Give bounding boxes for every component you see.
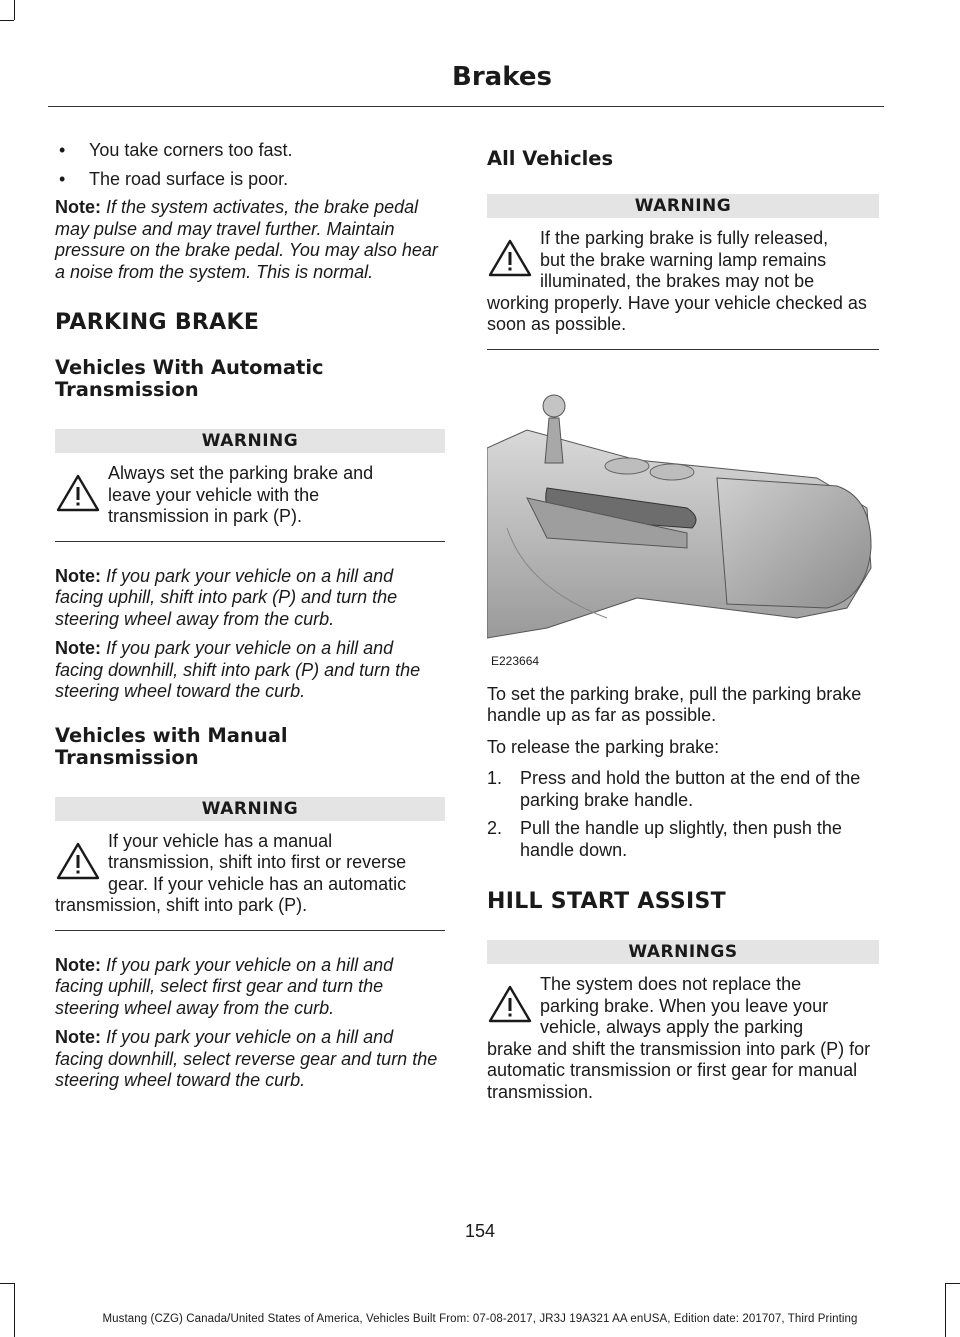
warning-triangle-icon [487, 984, 533, 1024]
heading-manual: Vehicles with Manual Transmission [55, 723, 288, 769]
note-system-activates: Note: If the system activates, the brake pedal may pulse and may travel further. Maintain pressure on the brake pedal. You may also hear a noise from the system. This is normal. [55, 197, 438, 282]
crop-mark-bottom-left-v [14, 1283, 15, 1337]
crop-mark-bottom-left-h [0, 1283, 14, 1284]
warning-title: WARNING [487, 194, 879, 218]
center-console-illustration [487, 368, 879, 648]
warning-title: WARNING [55, 429, 445, 453]
list-item: • The road surface is poor. [59, 168, 289, 189]
header-rule [48, 106, 884, 107]
warning-title: WARNINGS [487, 940, 879, 964]
heading-all-vehicles: All Vehicles [487, 147, 614, 170]
figure-label: E223664 [491, 653, 540, 668]
crop-mark-bottom-right-v [945, 1283, 946, 1337]
warning-triangle-icon [55, 473, 101, 513]
note-auto-uphill: Note: If you park your vehicle on a hill and facing uphill, shift into park (P) and turn the steering wheel away from the curb. [55, 565, 398, 629]
list-item: 1. Press and hold the button at the end of the parking brake handle. [487, 768, 861, 810]
section-title-parking-brake: PARKING BRAKE [55, 310, 260, 335]
crop-mark-top-left-h [0, 20, 14, 21]
note-auto-downhill: Note: If you park your vehicle on a hill and facing downhill, shift into park (P) and turn the steering wheel toward the curb. [55, 638, 421, 701]
page-header [0, 62, 960, 92]
warning-triangle-icon [487, 238, 533, 278]
page-footer: Mustang (CZG) Canada/United States of America, Vehicles Built From: 07-08-2017, JR3J 19A321 AA enUSA, Edition date: 201707, Third Printing [102, 1313, 858, 1325]
list-item: 2. Pull the handle up slightly, then push the handle down. [487, 818, 842, 860]
set-instruction: To set the parking brake, pull the parking brake handle up as far as possible. [487, 683, 862, 725]
warning-triangle-icon [55, 841, 101, 881]
crop-mark-top-left-v [14, 0, 15, 20]
heading-automatic: Vehicles With Automatic Transmission [55, 356, 324, 401]
parking-brake-figure [487, 368, 879, 668]
page-title: Brakes [452, 62, 552, 92]
warning-automatic: WARNING Always set the parking brake and leave your vehicle with the transmission in park (P). [55, 429, 445, 542]
warning-all-vehicles: WARNING If the parking brake is fully released, but the brake warning lamp remains illuminated, the brakes may not be working properly. Have your vehicle checked as soon as possible. [487, 194, 879, 350]
release-intro: To release the parking brake: [487, 736, 720, 757]
note-manual-downhill: Note: If you park your vehicle on a hill and facing downhill, select reverse gear and turn the steering wheel toward the curb. [55, 1027, 438, 1090]
crop-mark-bottom-right-h [946, 1283, 960, 1284]
note-manual-uphill: Note: If you park your vehicle on a hill and facing uphill, select first gear and turn the steering wheel away from the curb. [55, 954, 394, 1018]
warning-title: WARNING [55, 797, 445, 821]
warning-hill-start-assist: WARNINGS The system does not replace the parking brake. When you leave your vehicle, always apply the parking brake and shift the transmission into park (P) for automatic transmission or first gear for manual transmission. [487, 940, 879, 1116]
left-column [55, 140, 445, 1100]
page-number: 154 [464, 1221, 496, 1241]
warning-manual: WARNING If your vehicle has a manual transmission, shift into first or reverse gear. If your vehicle has an automatic transmission, shift into park (P). [55, 797, 445, 931]
right-column [487, 140, 879, 1116]
section-title-hill-start-assist: HILL START ASSIST [487, 889, 726, 914]
list-item: • You take corners too fast. [59, 140, 293, 160]
